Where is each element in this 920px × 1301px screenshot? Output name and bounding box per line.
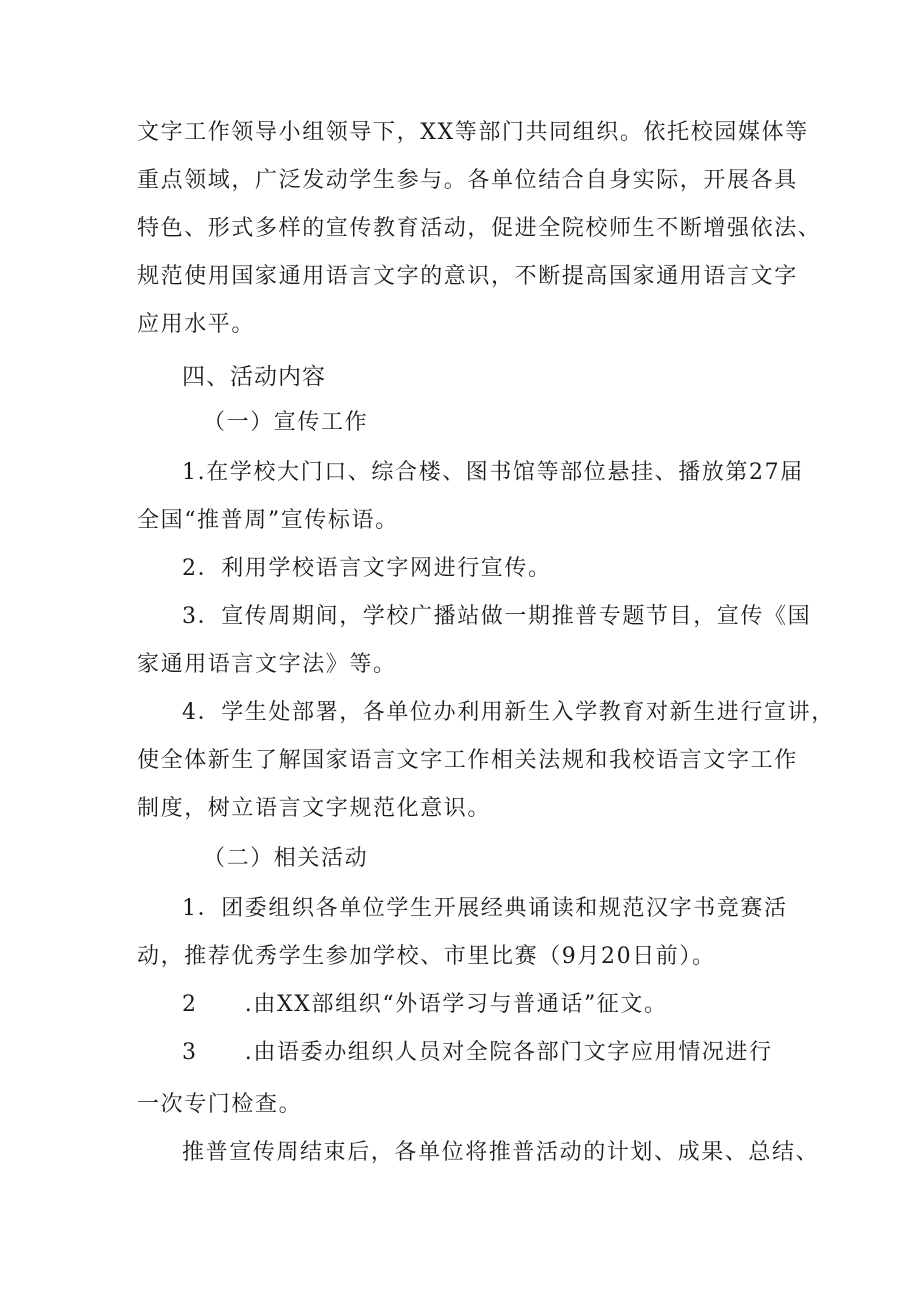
- item-1-3-line-1: 3．宣传周期间，学校广播站做一期推普专题节目，宣传《国: [182, 604, 812, 629]
- item-2-1-line-2: 动，推荐优秀学生参加学校、市里比赛（9月20日前）。: [137, 944, 716, 969]
- intro-line-4: 规范使用国家通用语言文字的意识，不断提高国家通用语言文字: [137, 264, 798, 289]
- section-heading: 四、活动内容: [182, 364, 326, 390]
- item-2-3-line-1: 3 .由语委办组织人员对全院各部门文字应用情况进行: [182, 1040, 773, 1065]
- item-2-1-line-1: 1．团委组织各单位学生开展经典诵读和规范汉字书竞赛活: [182, 896, 788, 921]
- item-2-2: 2 .由XX部组织“外语学习与普通话”征文。: [182, 992, 668, 1017]
- item-1-1-line-1: 1.在学校大门口、综合楼、图书馆等部位悬挂、播放第27届: [182, 460, 804, 485]
- item-1-3-line-2: 家通用语言文字法》等。: [137, 652, 397, 677]
- item-1-1-line-2: 全国“推普周”宣传标语。: [137, 508, 399, 533]
- item-1-4-line-3: 制度，树立语言文字规范化意识。: [137, 796, 492, 821]
- item-1-4-line-2: 使全体新生了解国家语言文字工作相关法规和我校语言文字工作: [137, 748, 798, 773]
- item-2-3-line-2: 一次专门检查。: [137, 1092, 303, 1117]
- closing-paragraph: 推普宣传周结束后，各单位将推普活动的计划、成果、总结、: [182, 1140, 820, 1165]
- item-1-4-line-1: 4．学生处部署，各单位办利用新生入学教育对新生进行宣讲，: [182, 700, 835, 725]
- item-1-2: 2．利用学校语言文字网进行宣传。: [182, 556, 552, 581]
- subsection-heading-1: （一）宣传工作: [203, 410, 369, 435]
- subsection-heading-2: （二）相关活动: [203, 846, 369, 871]
- intro-line-2: 重点领域，广泛发动学生参与。各单位结合自身实际，开展各具: [137, 168, 798, 193]
- intro-line-5: 应用水平。: [137, 312, 256, 337]
- intro-line-1: 文字工作领导小组领导下，XX等部门共同组织。依托校园媒体等: [137, 120, 809, 145]
- intro-line-3: 特色、形式多样的宣传教育活动，促进全院校师生不断增强依法、: [137, 216, 822, 241]
